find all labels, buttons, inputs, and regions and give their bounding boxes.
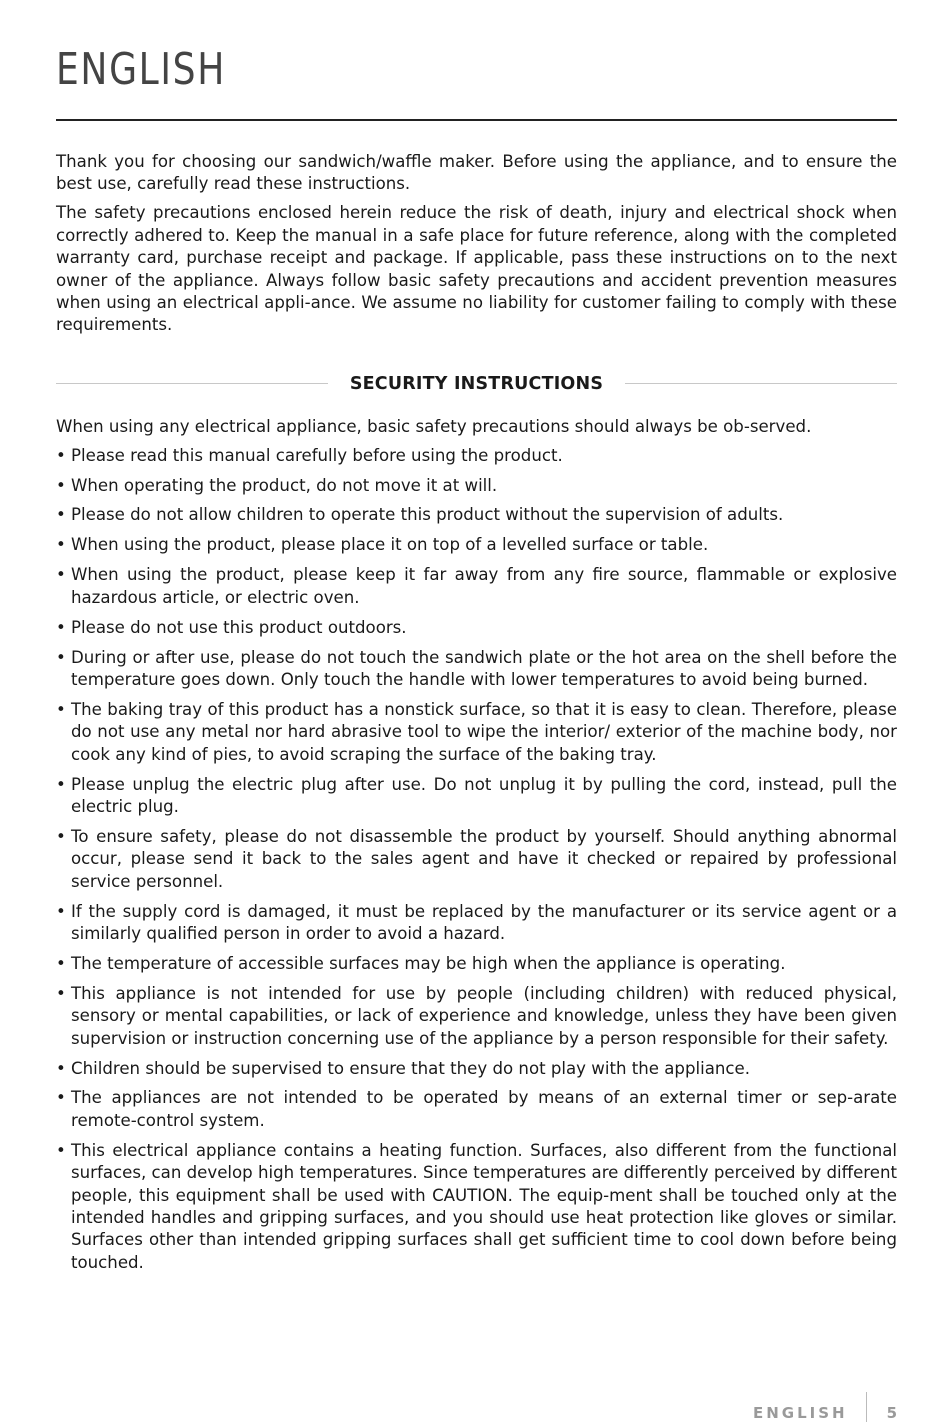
list-item <box>56 475 897 497</box>
bullet-icon: • <box>56 617 66 637</box>
list-item <box>56 699 897 766</box>
bullet-icon: • <box>56 1058 66 1078</box>
list-item-text: Children should be supervised to ensure that they do not play with the appliance. <box>71 1058 751 1078</box>
section-heading <box>56 372 897 396</box>
header-divider <box>56 119 897 121</box>
footer-divider <box>866 1392 867 1422</box>
list-item-text: Please do not use this product outdoors. <box>71 617 407 637</box>
list-item-text: When using the product, please place it on top of a levelled surface or table. <box>71 535 709 555</box>
list-item-text: This appliance is not intended for use by people (including children) with reduced physical, sensory or mental capabilities, or lack of experience and knowledge, unless they have been given supervision or instruction concerning use of the appliance by a person responsible for their safety. <box>71 983 897 1048</box>
section-lead: When using any electrical appliance, basic safety precautions should always be ob-served. <box>56 416 812 436</box>
heading-rule-right <box>625 383 897 384</box>
list-item <box>56 1058 897 1080</box>
page-number: 5 <box>886 1404 897 1422</box>
intro-paragraph-1: Thank you for choosing our sandwich/waffle maker. Before using the appliance, and to ensure the best use, carefully read these instructions. <box>56 152 897 194</box>
list-item-text: Please read this manual carefully before using the product. <box>71 445 563 465</box>
list-item <box>56 901 897 946</box>
bullet-icon: • <box>56 826 66 846</box>
list-item-text: When using the product, please keep it far away from any fire source, flammable or explosive hazardous article, or electric oven. <box>71 565 897 607</box>
page-header <box>56 44 896 97</box>
list-item-text: During or after use, please do not touch the sandwich plate or the hot area on the shell before the temperature goes down. Only touch the handle with lower temperatures to avoid being burned. <box>71 647 897 689</box>
footer-label: ENGLISH <box>752 1404 848 1422</box>
list-item-text: The baking tray of this product has a nonstick surface, so that it is easy to clean. Therefore, please do not use any metal nor hard abrasive tool to wipe the interior/ exterior of the machine body, nor cook any kind of pies, to avoid scraping the surface of the baking tray. <box>71 699 897 764</box>
list-item-text: The temperature of accessible surfaces may be high when the appliance is operating. <box>71 953 786 973</box>
list-item-text: Please do not allow children to operate this product without the supervision of adults. <box>71 505 784 525</box>
bullet-icon: • <box>56 1140 66 1160</box>
list-item <box>56 774 897 819</box>
bullet-icon: • <box>56 699 66 719</box>
list-item <box>56 1087 897 1132</box>
list-item-text: To ensure safety, please do not disassemble the product by yourself. Should anything abnormal occur, please send it back to the sales agent and have it checked or repaired by professional service personnel. <box>71 826 897 891</box>
bullet-icon: • <box>56 475 66 495</box>
list-item <box>56 534 897 556</box>
list-item <box>56 504 897 526</box>
bullet-icon: • <box>56 565 66 585</box>
document-body <box>56 151 897 1282</box>
list-item <box>56 445 897 467</box>
list-item-text: The appliances are not intended to be operated by means of an external timer or sep-arate remote-control system. <box>71 1088 897 1130</box>
heading-rule-left <box>56 383 328 384</box>
list-item <box>56 953 897 975</box>
list-item <box>56 1140 897 1274</box>
list-item <box>56 617 897 639</box>
section-heading-label: SECURITY INSTRUCTIONS <box>349 373 604 394</box>
bullet-icon: • <box>56 535 66 555</box>
list-item <box>56 983 897 1050</box>
bullet-icon: • <box>56 1088 66 1108</box>
bullet-icon: • <box>56 953 66 973</box>
page-title: ENGLISH <box>56 44 227 95</box>
list-item-text: If the supply cord is damaged, it must be replaced by the manufacturer or its service agent or a similarly qualified person in order to avoid a hazard. <box>71 901 897 943</box>
list-item <box>56 647 897 692</box>
bullet-icon: • <box>56 505 66 525</box>
safety-list <box>56 445 897 1275</box>
list-item-text: This electrical appliance contains a heating function. Surfaces, also different from the functional surfaces, can develop high temperatures. Since temperatures are differently perceived by different people, this equipment shall be used with CAUTION. The equip-ment shall be touched only at the intended handles and gripping surfaces, and you should use heat protection like gloves or similar. Surfaces other than intended gripping surfaces shall get sufficient time to cool down before being touched. <box>71 1140 897 1272</box>
bullet-icon: • <box>56 983 66 1003</box>
list-item-text: When operating the product, do not move it at will. <box>71 475 498 495</box>
list-item <box>56 826 897 893</box>
bullet-icon: • <box>56 901 66 921</box>
list-item <box>56 564 897 609</box>
bullet-icon: • <box>56 445 66 465</box>
bullet-icon: • <box>56 774 66 794</box>
bullet-icon: • <box>56 647 66 667</box>
list-item-text: Please unplug the electric plug after use. Do not unplug it by pulling the cord, instead, pull the electric plug. <box>71 774 897 816</box>
intro-paragraph-2: The safety precautions enclosed herein reduce the risk of death, injury and electrical shock when correctly adhered to. Keep the manual in a safe place for future reference, along with the completed warranty card, purchase receipt and package. If applicable, pass these instructions on to the next owner of the appliance. Always follow basic safety precautions and accident prevention measures when using an electrical appli-ance. We assume no liability for customer failing to comply with these requirements. <box>56 203 897 335</box>
